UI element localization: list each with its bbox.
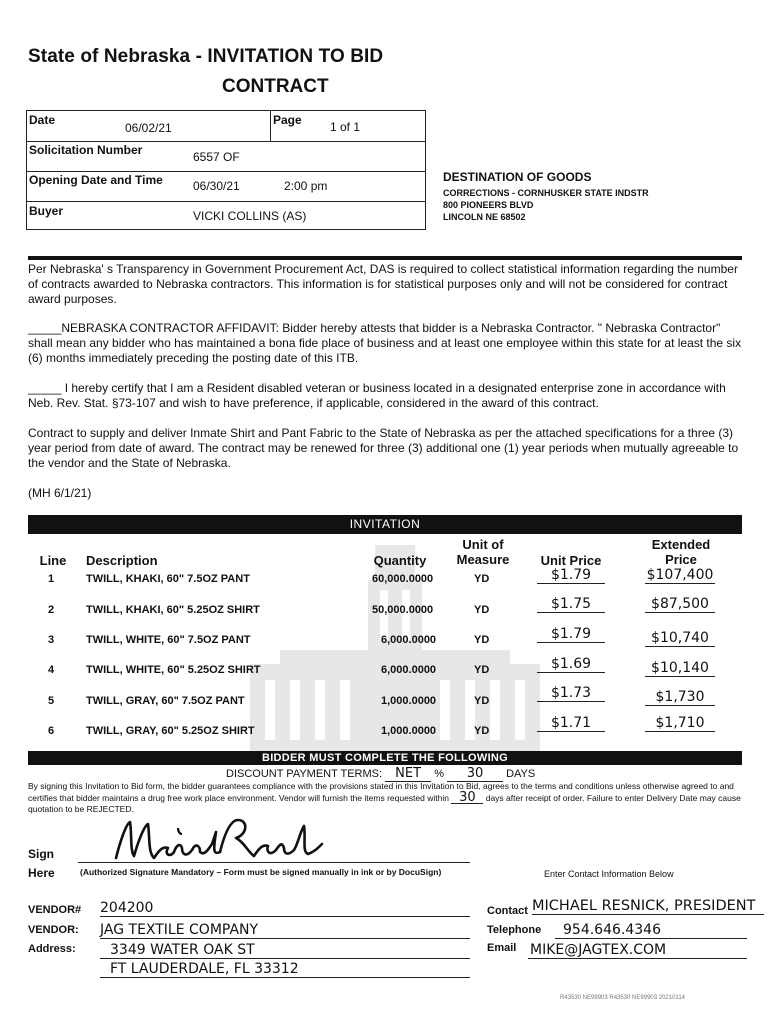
- days-label: DAYS: [506, 768, 536, 780]
- date-value: 06/02/21: [125, 121, 172, 135]
- header-info-box: [26, 110, 426, 230]
- row-unit-price[interactable]: $1.75: [537, 596, 605, 613]
- buyer-value: VICKI COLLINS (AS): [193, 209, 307, 223]
- destination-title: DESTINATION OF GOODS: [443, 170, 592, 184]
- row-line: 6: [48, 725, 55, 737]
- telephone-label: Telephone: [487, 924, 542, 936]
- table-row: [0, 626, 770, 661]
- veteran-paragraph: _____ I hereby certify that I am a Resident disabled veteran or business located in a designated enterprise zone in accordance with Neb. Rev. Stat. §73-107 and wish to have preference, if applicable, considered in the award of this contract.: [28, 381, 726, 410]
- address-label: Address:: [28, 943, 76, 955]
- row-line: 5: [48, 695, 55, 707]
- telephone-text: 954.646.4346: [563, 922, 661, 938]
- row-description: TWILL, WHITE, 60" 7.5OZ PANT: [86, 634, 251, 646]
- terms-text-1: By signing this Invitation to Bid form, the bidder guarantees compliance with the provisions stated in this Invitation to Bid, agrees to the terms and conditions unless otherwise agreed to and certifies that bidder maintains a drug free work place environment. Vendor will furnish the items requested within: [28, 781, 734, 803]
- row-extended-price[interactable]: $10,740: [645, 630, 715, 647]
- affidavit-paragraph: _____NEBRASKA CONTRACTOR AFFIDAVIT: Bidder hereby attests that bidder is a Nebraska Contractor. " Nebraska Contractor" shall mean any bidder who has maintained a bona fide place of business and at least one employee within this state for at least the six (6) months immediately preceding the posting date of this ITB.: [28, 321, 742, 365]
- discount-label: DISCOUNT PAYMENT TERMS:: [226, 768, 383, 780]
- destination-line1: CORRECTIONS - CORNHUSKER STATE INDSTR: [443, 188, 649, 198]
- contact-note: Enter Contact Information Below: [544, 869, 674, 879]
- vendor-number-field[interactable]: 204200: [100, 900, 470, 917]
- row-extended-price[interactable]: $10,140: [645, 660, 715, 677]
- row-unit-price[interactable]: $1.73: [537, 685, 605, 702]
- opening-label: Opening Date and Time: [29, 173, 163, 187]
- footer-code: R43530 NE99903 R43530 NE99903 20210114: [560, 995, 685, 1001]
- telephone-field[interactable]: [555, 922, 747, 939]
- delivery-days[interactable]: 30: [451, 792, 483, 804]
- row-line: 2: [48, 604, 55, 616]
- vendor-label: VENDOR:: [28, 924, 79, 936]
- row-quantity: 6,000.0000: [381, 664, 437, 676]
- opening-date: 06/30/21: [193, 179, 240, 193]
- address-line1-text: 3349 WATER OAK ST: [110, 942, 255, 958]
- row-unit-price[interactable]: $1.71: [537, 715, 605, 732]
- date-label: Date: [29, 113, 56, 127]
- section-divider: [28, 256, 742, 260]
- terms-text-2: days after receipt of order. Failure to enter Delivery Date may cause quotation to be REJECTED.: [28, 793, 741, 814]
- terms-paragraph: [28, 781, 744, 815]
- row-unit-price[interactable]: $1.69: [537, 656, 605, 673]
- col-quantity: Quantity: [373, 553, 427, 568]
- row-line: 1: [48, 573, 55, 585]
- row-uom: YD: [474, 725, 490, 737]
- sign-label: Sign: [28, 847, 54, 861]
- solicitation-value: 6557 OF: [193, 150, 240, 164]
- row-description: TWILL, GRAY, 60" 5.25OZ SHIRT: [86, 725, 255, 737]
- table-row: [0, 596, 770, 631]
- buyer-label: Buyer: [29, 204, 64, 218]
- col-description: Description: [86, 553, 158, 568]
- row-extended-price[interactable]: $107,400: [646, 567, 714, 583]
- destination-line3: LINCOLN NE 68502: [443, 212, 526, 222]
- row-quantity: 6,000.0000: [381, 634, 437, 646]
- discount-value[interactable]: NET: [385, 766, 431, 782]
- row-description: TWILL, KHAKI, 60" 5.25OZ SHIRT: [86, 604, 260, 616]
- row-uom: YD: [474, 664, 490, 676]
- email-text: MIKE@JAGTEX.COM: [530, 942, 667, 958]
- row-unit-price[interactable]: $1.79: [537, 626, 605, 643]
- transparency-paragraph: Per Nebraska' s Transparency in Government Procurement Act, DAS is required to collect statistical information regarding the number of contracts awarded to Nebraska contractors. This information is for statistical purposes only and will not be considered for contract award purposes.: [28, 262, 738, 306]
- email-field[interactable]: [528, 942, 747, 959]
- contact-field[interactable]: MICHAEL RESNICK, PRESIDENT: [532, 898, 764, 915]
- address-line2-text: FT LAUDERDALE, FL 33312: [110, 961, 299, 977]
- vendor-name-field[interactable]: JAG TEXTILE COMPANY: [100, 922, 470, 939]
- signature-note: (Authorized Signature Mandatory – Form must be signed manually in ink or by DocuSign): [80, 867, 442, 877]
- discount-days[interactable]: 30: [447, 766, 503, 782]
- row-uom: YD: [474, 573, 490, 585]
- vendor-number-label: VENDOR#: [28, 904, 82, 916]
- address-line2-field[interactable]: [100, 961, 470, 978]
- page-subtitle: CONTRACT: [222, 76, 329, 97]
- page-value: 1 of 1: [330, 120, 361, 134]
- row-description: TWILL, KHAKI, 60" 7.5OZ PANT: [86, 573, 250, 585]
- col-unit-price: Unit Price: [540, 553, 602, 568]
- row-extended-price[interactable]: $87,500: [645, 596, 715, 613]
- table-row: [0, 656, 770, 691]
- row-line: 4: [48, 664, 55, 676]
- row-extended-price[interactable]: $1,710: [645, 715, 715, 732]
- discount-terms: [226, 766, 535, 782]
- row-unit-price[interactable]: $1.79: [537, 567, 605, 584]
- initials-text: (MH 6/1/21): [28, 486, 92, 500]
- row-uom: YD: [474, 634, 490, 646]
- destination-line2: 800 PIONEERS BLVD: [443, 200, 534, 210]
- email-label: Email: [487, 942, 517, 954]
- row-description: TWILL, GRAY, 60" 7.5OZ PANT: [86, 695, 245, 707]
- signature: [108, 812, 328, 872]
- bidder-bar: BIDDER MUST COMPLETE THE FOLLOWING: [28, 751, 742, 765]
- row-quantity: 50,000.0000: [372, 604, 434, 616]
- opening-time: 2:00 pm: [284, 179, 328, 193]
- row-quantity: 1,000.0000: [381, 695, 437, 707]
- here-label: Here: [28, 866, 55, 880]
- row-extended-price[interactable]: $1,730: [645, 689, 715, 706]
- solicitation-label: Solicitation Number: [29, 143, 143, 157]
- contract-paragraph: Contract to supply and deliver Inmate Shirt and Pant Fabric to the State of Nebraska as per the attached specifications for a three (3) year period from date of award. The contract may be renewed for three (3) additional one (1) year periods when mutually agreeable to the vendor and the State of Nebraska.: [28, 426, 739, 470]
- contact-label: Contact: [487, 905, 528, 917]
- address-line1-field[interactable]: [100, 942, 470, 959]
- col-extended-price: Extended Price: [651, 537, 711, 567]
- signature-line: [78, 862, 470, 863]
- row-line: 3: [48, 634, 55, 646]
- page-label: Page: [273, 113, 302, 127]
- col-line: Line: [39, 553, 67, 568]
- row-quantity: 1,000.0000: [381, 725, 437, 737]
- row-uom: YD: [474, 695, 490, 707]
- invitation-bar: INVITATION: [28, 515, 742, 534]
- col-unit-of-measure: Unit of Measure: [456, 537, 510, 567]
- page-title: State of Nebraska - INVITATION TO BID: [28, 46, 384, 67]
- row-quantity: 60,000.0000: [372, 573, 434, 585]
- row-uom: YD: [474, 604, 490, 616]
- table-row: [0, 715, 770, 752]
- percent-sign: %: [434, 768, 444, 780]
- row-description: TWILL, WHITE, 60" 5.25OZ SHIRT: [86, 664, 261, 676]
